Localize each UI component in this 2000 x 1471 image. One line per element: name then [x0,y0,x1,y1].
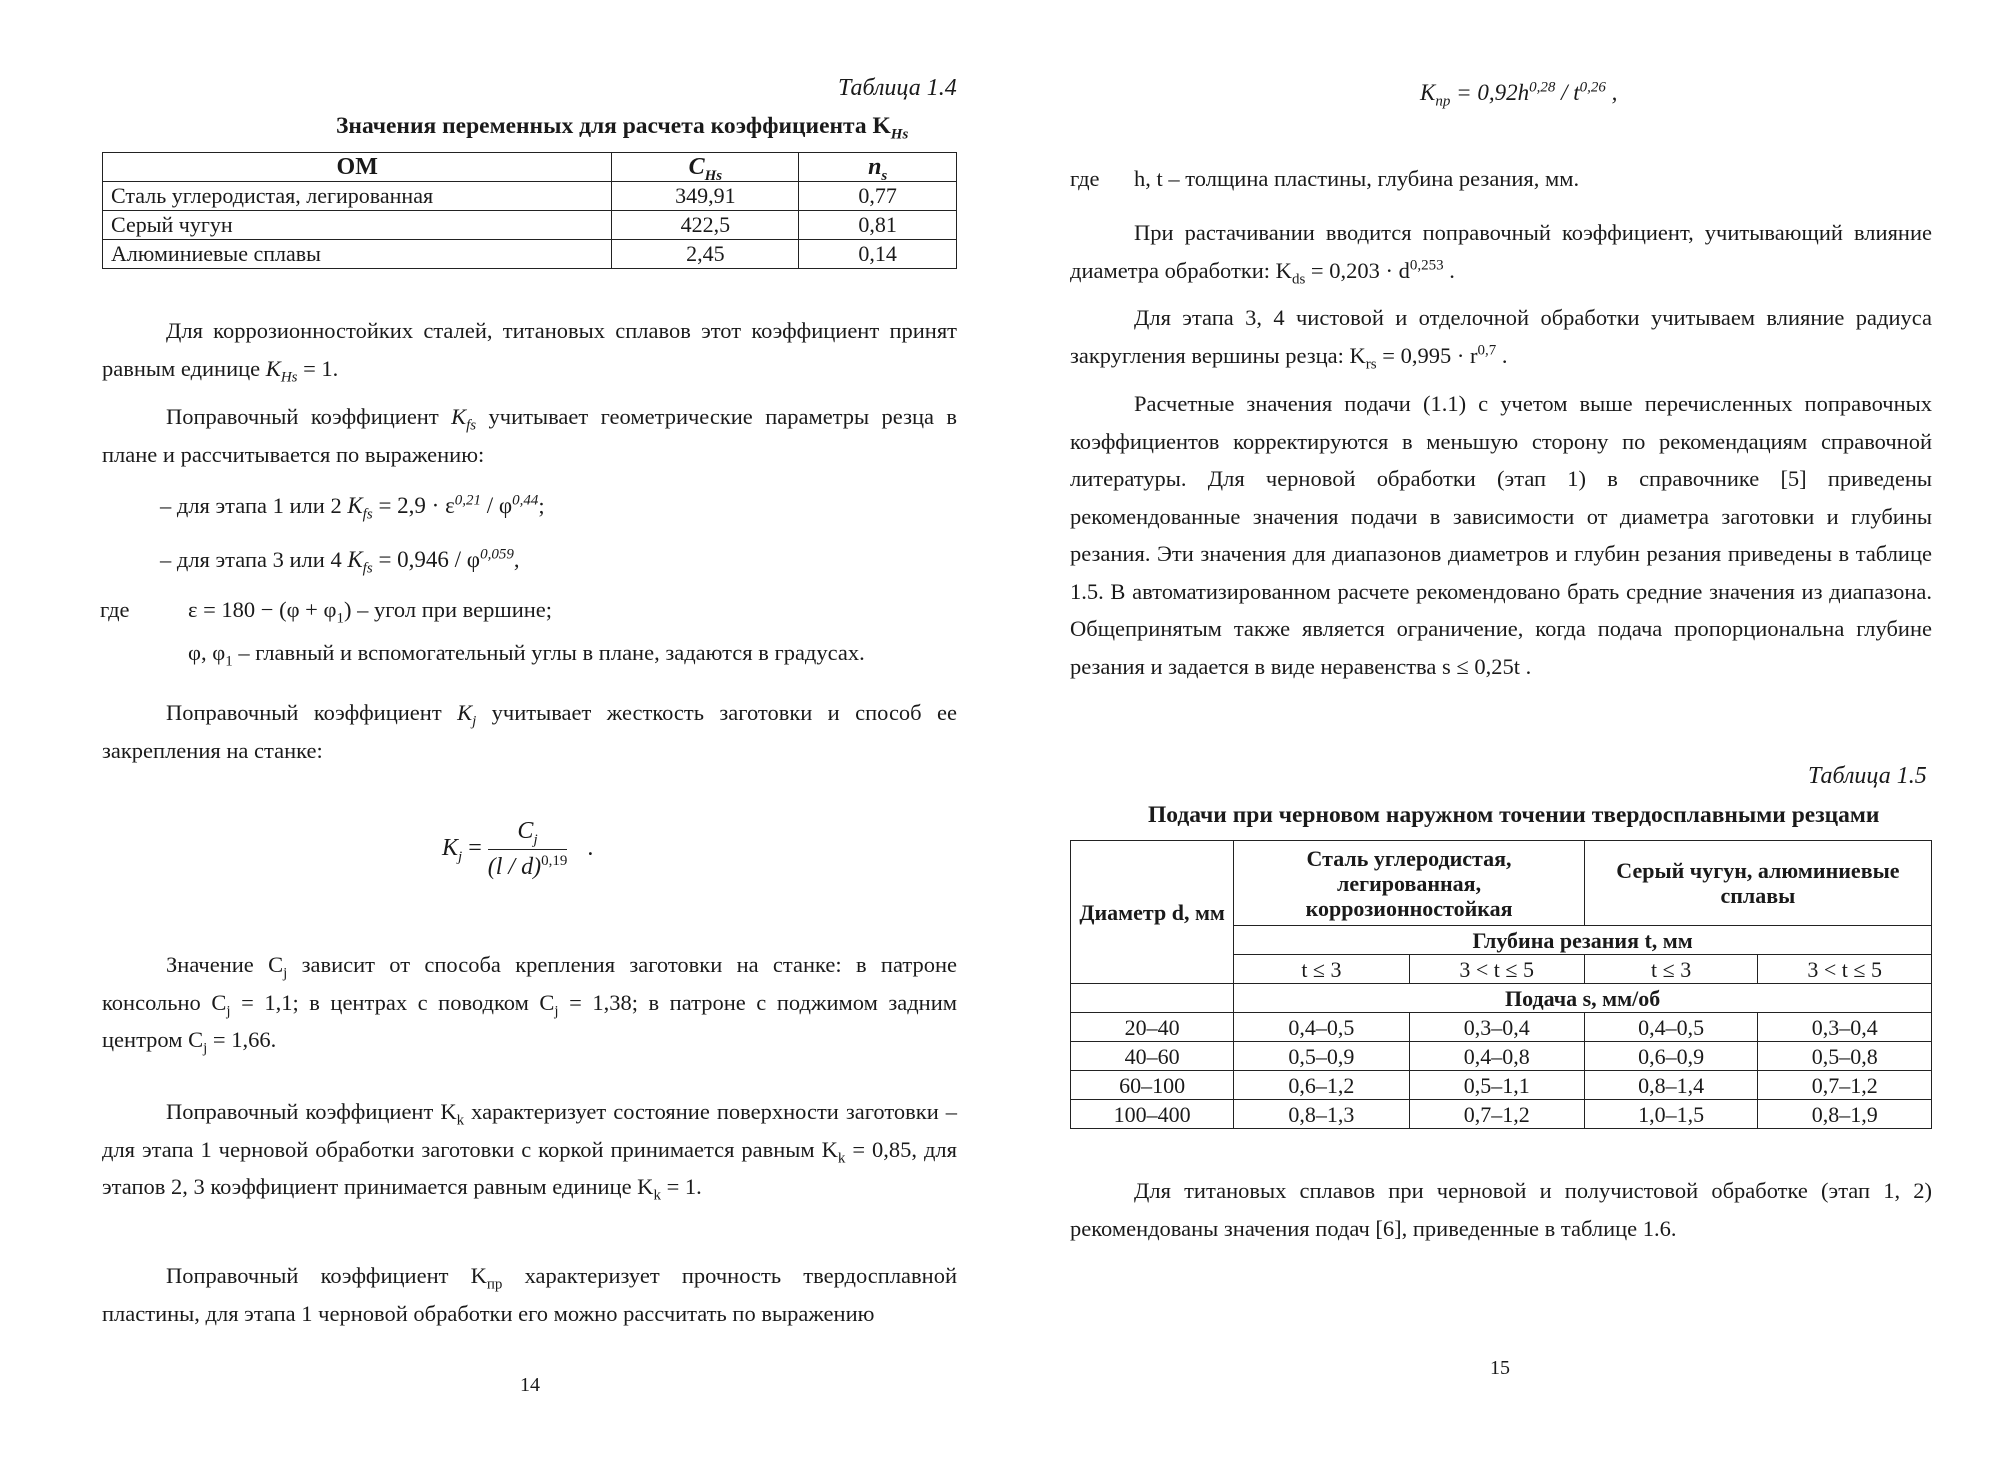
paragraph-kk: Поправочный коэффициент $K_k$ характеризует состояние поверхности заготовки – для этапа 1 черновой обработки заготовки с коркой принимается равным $K_k = 0,85$, для этапов 2, 3 коэффициент принимается равным единице $K_k = 1$. [102,1099,958,1204]
paragraph-kds: При растачивании вводится поправочный коэффициент, учитывающий влияние диаметра обработки: $K_{ds} = 0,203 \cdot d^{0,253}$ . [1070,220,1932,287]
paragraph-kpr: Поправочный коэффициент $K_{пр}$ характеризует прочность твердосплавной пластины, для этапа 1 черновой обработки его можно рассчитать по выражению [102,1263,957,1326]
paragraph-kj: Поправочный коэффициент $K_j$ учитывает жесткость заготовки и способ ее закрепления на станке: [102,700,957,763]
header-depth-range: 3 < t ≤ 5 [1409,955,1584,984]
header-iron: Серый чугун, алюминиевые сплавы [1584,841,1931,926]
cell-material: Алюминиевые сплавы [103,240,612,269]
where-h-t: h, t – толщина пластины, глубина резания, мм. [1134,166,1580,191]
cell-n: 0,81 [799,211,957,240]
page-number-right: 15 [1490,1357,1510,1379]
cell-material: Серый чугун [103,211,612,240]
formula-kj: $K_j$ = $\frac{C_j}{(l / d)^{0,19}}$ . [442,818,594,880]
cell-diameter: 20–40 [1071,1013,1234,1042]
cell-diameter: 40–60 [1071,1042,1234,1071]
cell-feed: 0,4–0,8 [1409,1042,1584,1071]
cell-n: 0,77 [799,182,957,211]
header-om: ОМ [103,153,612,182]
cell-c: 2,45 [612,240,799,269]
cell-feed: 0,3–0,4 [1409,1013,1584,1042]
table-1-4 [102,152,957,269]
paragraph-krs: Для этапа 3, 4 чистовой и отделочной обработки учитываем влияние радиуса закругления вершины резца: $K_{rs} = 0,995 \cdot r^{0,7}$ . [1070,305,1932,372]
header-steel: Сталь углеродистая, легированная, коррозионностойкая [1234,841,1585,926]
table-row [1071,1071,1932,1100]
cell-feed: 0,5–0,9 [1234,1042,1409,1071]
cell-c: 349,91 [612,182,799,211]
cell-diameter: 60–100 [1071,1071,1234,1100]
header-depth-range: t ≤ 3 [1584,955,1758,984]
header-empty [1071,984,1234,1013]
where-label: где [100,597,130,622]
table-header-row [1071,841,1932,926]
header-diameter: Диаметр d, мм [1071,841,1234,984]
table-header-row [1071,984,1932,1013]
paragraph-corrosion: Для коррозионностойких сталей, титановых сплавов этот коэффициент принят равным единице $K_{Hs} = 1$. [102,318,957,385]
paragraph-cj: Значение $C_j$ зависит от способа крепления заготовки на станке: в патроне консольно $C_j = 1,1$; в центрах с поводком $C_j = 1,38$; в патроне с поджимом задним центром $C_j = 1,66$. [102,952,957,1057]
cell-feed: 0,7–1,2 [1758,1071,1932,1100]
table-1-5 [1070,840,1932,1129]
page-number-left: 14 [520,1374,540,1396]
table-row [1071,1100,1932,1129]
where-epsilon: $\varepsilon = 180 - (\varphi + \varphi_1)$ – угол при вершине; [188,597,553,627]
formula-kfs-stage-1-2: – для этапа 1 или 2 $K_{fs} = 2,9 \cdot \varepsilon^{0,21} / \varphi^{0,44}$; [160,492,545,523]
cell-feed: 0,6–1,2 [1234,1071,1409,1100]
header-depth-range: 3 < t ≤ 5 [1758,955,1932,984]
cell-material: Сталь углеродистая, легированная [103,182,612,211]
table-1-4-title: Значения переменных для расчета коэффициента $K_{Hs}$ [336,113,909,143]
cell-feed: 0,5–1,1 [1409,1071,1584,1100]
cell-feed: 0,8–1,4 [1584,1071,1758,1100]
cell-feed: 0,8–1,9 [1758,1100,1932,1129]
cell-c: 422,5 [612,211,799,240]
cell-feed: 1,0–1,5 [1584,1100,1758,1129]
header-n: $n_s$ [799,153,957,182]
cell-feed: 0,4–0,5 [1234,1013,1409,1042]
cell-feed: 0,5–0,8 [1758,1042,1932,1071]
table-header-row [103,153,957,182]
header-feed: Подача s, мм/об [1234,984,1932,1013]
cell-feed: 0,6–0,9 [1584,1042,1758,1071]
header-depth: Глубина резания t, мм [1234,926,1932,955]
table-row [103,240,957,269]
cell-diameter: 100–400 [1071,1100,1234,1129]
right-page [1000,0,2000,1471]
paragraph-kfs: Поправочный коэффициент $K_{fs}$ учитывает геометрические параметры резца в плане и рассчитывается по выражению: [102,404,958,467]
cell-n: 0,14 [799,240,957,269]
paragraph-feed: Расчетные значения подачи (1.1) с учетом выше перечисленных поправочных коэффициентов корректируются в меньшую сторону по рекомендациям справочной литературы. Для черновой обработки (этап 1) в справочнике [5] приведены рекомендованные значения подачи в зависимости от диаметра заготовки и глубины резания. Эти значения для диапазонов диаметров и глубин резания приведены в таблице 1.5. В автоматизированном расчете рекомендовано брать средние значения из диапазона. Общепринятым также является ограничение, когда подача пропорциональна глубине резания и задается в виде неравенства s ≤ 0,25t . [1070,391,1932,679]
table-1-5-title: Подачи при черновом наружном точении твердосплавными резцами [1148,802,1880,828]
formula-kj-fraction: $\frac{C_j}{(l / d)^{0,19}}$ [487,818,568,880]
header-depth-range: t ≤ 3 [1234,955,1409,984]
table-row [1071,1013,1932,1042]
cell-feed: 0,3–0,4 [1758,1013,1932,1042]
formula-kpr: $K_{пр} = 0,92h^{0,28} / t^{0,26}$ , [1420,79,1618,110]
cell-feed: 0,8–1,3 [1234,1100,1409,1129]
table-row [103,211,957,240]
table-1-4-number: Таблица 1.4 [838,75,957,101]
cell-feed: 0,4–0,5 [1584,1013,1758,1042]
table-row [1071,1042,1932,1071]
where-phi: φ, $\varphi_1$ – главный и вспомогательный углы в плане, задаются в градусах. [188,640,865,670]
formula-kfs-stage-3-4: – для этапа 3 или 4 $K_{fs} = 0,946 / \varphi^{0,059}$, [160,546,520,577]
table-row [103,182,957,211]
where-label-right: где [1070,166,1100,191]
table-1-5-number: Таблица 1.5 [1808,763,1927,789]
header-c: $C_{Hs}$ [612,153,799,182]
cell-feed: 0,7–1,2 [1409,1100,1584,1129]
paragraph-titanium: Для титановых сплавов при черновой и получистовой обработке (этап 1, 2) рекомендованы значения подач [6], приведенные в таблице 1.6. [1070,1178,1932,1241]
